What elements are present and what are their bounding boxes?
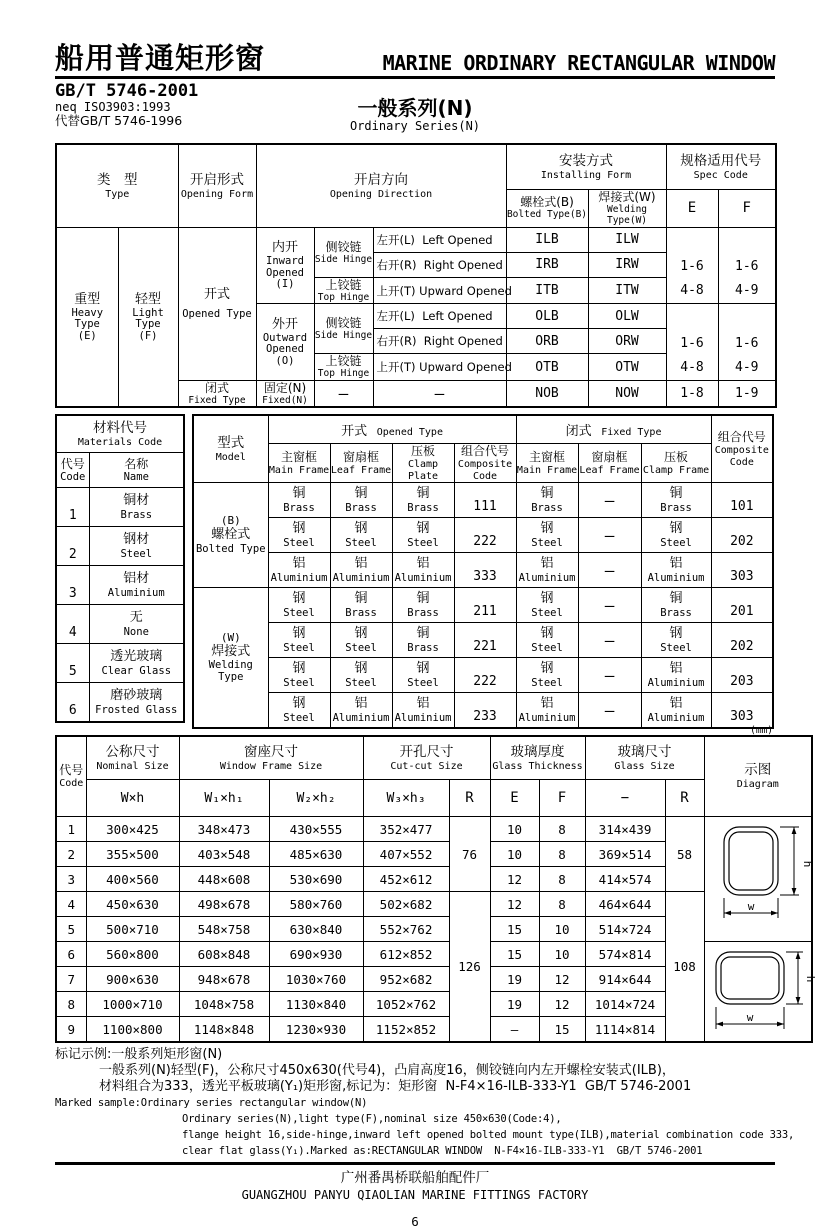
cell-material-code: 2 — [56, 527, 89, 566]
cell-code-ilw: ILW — [588, 227, 666, 252]
cell-material-name: 钢材 Steel — [89, 527, 184, 566]
col-header-welding: 焊接式(W) Welding Type(W) — [588, 190, 666, 228]
col-header-main-frame: 主窗框 Main Frame — [268, 444, 330, 483]
cell-upward-opened: 上开(T) Upward Opened — [373, 354, 506, 380]
col-header-opening-direction: 开启方向 Opening Direction — [256, 144, 506, 227]
cell-spec-outward-f: 1-6 4-9 — [718, 304, 776, 380]
cell-dash: — — [578, 658, 641, 693]
page-number: 6 — [411, 1213, 419, 1229]
cell-material: 钢 Steel — [268, 658, 330, 693]
cell-side-hinge: 侧铰链 Side Hinge — [314, 304, 373, 354]
dimension-label-h: h — [800, 860, 814, 868]
cell-material-code: 1 — [56, 488, 89, 527]
cell-code-orw: ORW — [588, 329, 666, 354]
cell-w2h2: 430×555 — [269, 817, 363, 842]
cell-thickness-e: 10 — [490, 842, 539, 867]
col-header-bolted: 螺栓式(B) Bolted Type(B) — [506, 190, 588, 228]
type-opening-table — [55, 143, 777, 408]
cell-inward-opened: 内开 Inward Opened (I) — [256, 227, 314, 303]
col-header-r: R — [665, 780, 704, 817]
cell-code-irw: IRW — [588, 252, 666, 277]
cell-code: 9 — [56, 1017, 86, 1043]
cell-dash: — — [578, 553, 641, 588]
cell-dash: — — [578, 623, 641, 658]
cell-composite-code: 101 — [711, 483, 773, 518]
cell-thickness-e: — — [490, 1017, 539, 1043]
cell-material: 铝 Aluminium — [516, 693, 578, 729]
page-title-zh: 船用普通矩形窗 — [55, 41, 266, 75]
cell-w1h1: 608×848 — [179, 942, 269, 967]
cell-glass-r: 58 — [665, 817, 704, 892]
cell-w3h3: 552×762 — [363, 917, 449, 942]
cell-thickness-f: 12 — [539, 967, 585, 992]
cell-code-now: NOW — [588, 380, 666, 407]
cell-code-otw: OTW — [588, 354, 666, 380]
cell-code-orb: ORB — [506, 329, 588, 354]
cell-code: 2 — [56, 842, 86, 867]
cell-code: 4 — [56, 892, 86, 917]
cell-dash: — — [314, 380, 373, 407]
cell-material-name: 透光玻璃 Clear Glass — [89, 644, 184, 683]
col-header-w1h1: W₁×h₁ — [179, 780, 269, 817]
cell-material-code: 5 — [56, 644, 89, 683]
col-header-type: 类 型 Type — [56, 144, 178, 227]
col-header-clamp-plate: 压板 Clamp Plate — [392, 444, 454, 483]
cell-nominal: 400×560 — [86, 867, 179, 892]
dimensions-table — [55, 735, 817, 1043]
cell-code: 5 — [56, 917, 86, 942]
col-header-nominal-size: 公称尺寸 Nominal Size — [86, 736, 179, 780]
marking-example-notes — [55, 1047, 795, 1159]
cell-material-name: 磨砂玻璃 Frosted Glass — [89, 683, 184, 723]
cell-glass-size: 414×574 — [585, 867, 665, 892]
cell-material-code: 6 — [56, 683, 89, 723]
cell-w1h1: 498×678 — [179, 892, 269, 917]
cell-w2h2: 580×760 — [269, 892, 363, 917]
cell-glass-size: 314×439 — [585, 817, 665, 842]
cell-thickness-e: 12 — [490, 867, 539, 892]
col-header-installing-form: 安装方式 Installing Form — [506, 144, 666, 190]
cell-material: 铝 Aluminium — [516, 553, 578, 588]
cell-w1h1: 1048×758 — [179, 992, 269, 1017]
cell-light-type: 轻型 Light Type (F) — [118, 227, 178, 407]
cell-spec-inward-e: 1-6 4-8 — [666, 227, 718, 303]
cell-material: 铝 Aluminium — [268, 553, 330, 588]
cell-material: 铝 Aluminium — [641, 553, 711, 588]
col-header-name: 名称 Name — [89, 453, 184, 488]
cell-composite-code: 233 — [454, 693, 516, 729]
cell-code-itb: ITB — [506, 277, 588, 303]
cell-material: 铝 Aluminium — [392, 553, 454, 588]
cell-thickness-f: 8 — [539, 817, 585, 842]
standard-block — [55, 79, 775, 140]
cell-composite-code: 222 — [454, 658, 516, 693]
cell-dash: — — [373, 380, 506, 407]
page-footer — [55, 1162, 775, 1229]
dimension-label-w: w — [747, 900, 755, 914]
cell-material: 钢 Steel — [392, 518, 454, 553]
unit-label: (mm) — [750, 725, 773, 737]
cell-material: 铜 Brass — [268, 483, 330, 518]
cell-welding-group: (W) 焊接式 Welding Type — [193, 588, 268, 729]
cell-code-irb: IRB — [506, 252, 588, 277]
cell-w1h1: 348×473 — [179, 817, 269, 842]
cell-spec-fixed-f: 1-9 — [718, 380, 776, 407]
col-header-glass-size: 玻璃尺寸 Glass Size — [585, 736, 704, 780]
cell-composite-code: 202 — [711, 623, 773, 658]
cell-material: 铜 Brass — [392, 588, 454, 623]
cell-material-name: 无 None — [89, 605, 184, 644]
cell-material: 铝 Aluminium — [641, 693, 711, 729]
cell-material: 钢 Steel — [268, 518, 330, 553]
cell-right-opened: 右开(R) Right Opened — [373, 252, 506, 277]
col-header-w3h3: W₃×h₃ — [363, 780, 449, 817]
page-title-en: MARINE ORDINARY RECTANGULAR WINDOW — [382, 51, 775, 75]
cell-left-opened: 左开(L) Left Opened — [373, 227, 506, 252]
cell-code-nob: NOB — [506, 380, 588, 407]
col-header-clamp-frame: 压板 Clamp Frame — [641, 444, 711, 483]
cell-code: 6 — [56, 942, 86, 967]
cell-code-otb: OTB — [506, 354, 588, 380]
cell-opened-type: 开式 Opened Type — [178, 227, 256, 380]
cell-w3h3: 502×682 — [363, 892, 449, 917]
cell-composite-code: 211 — [454, 588, 516, 623]
cell-material: 钢 Steel — [392, 658, 454, 693]
cell-material: 铜 Brass — [392, 623, 454, 658]
cell-w3h3: 952×682 — [363, 967, 449, 992]
note-line: flange height 16,side-hinge,inward left opened bolted mount type(ILB),material combination code 333, — [182, 1129, 795, 1142]
cell-code: 7 — [56, 967, 86, 992]
cell-spec-inward-f: 1-6 4-9 — [718, 227, 776, 303]
cell-composite-code: 221 — [454, 623, 516, 658]
col-header-window-frame-size: 窗座尺寸 Window Frame Size — [179, 736, 363, 780]
factory-name-en: GUANGZHOU PANYU QIAOLIAN MARINE FITTINGS FACTORY — [241, 1188, 589, 1203]
cell-w2h2: 1230×930 — [269, 1017, 363, 1043]
cell-thickness-f: 8 — [539, 842, 585, 867]
cell-glass-size: 914×644 — [585, 967, 665, 992]
cell-material: 钢 Steel — [330, 658, 392, 693]
cell-material-code: 3 — [56, 566, 89, 605]
cell-material: 铜 Brass — [516, 483, 578, 518]
cell-spec-fixed-e: 1-8 — [666, 380, 718, 407]
cell-nominal: 355×500 — [86, 842, 179, 867]
cell-composite-code: 201 — [711, 588, 773, 623]
cell-cut-r: 76 — [449, 817, 490, 892]
col-header-code: 代号 Code — [56, 453, 89, 488]
col-header-wh: W×h — [86, 780, 179, 817]
cell-cut-r: 126 — [449, 892, 490, 1043]
col-header-f: F — [718, 190, 776, 228]
cell-bolted-group: (B) 螺栓式 Bolted Type — [193, 483, 268, 588]
series-title-zh: 一般系列(N) — [357, 96, 473, 120]
window-diagram-portrait — [704, 817, 812, 942]
col-header-e: E — [490, 780, 539, 817]
cell-glass-size: 574×814 — [585, 942, 665, 967]
cell-code-olw: OLW — [588, 304, 666, 329]
cell-nominal: 450×630 — [86, 892, 179, 917]
cell-composite-code: 222 — [454, 518, 516, 553]
factory-name-zh: 广州番禺桥联船舶配件厂 — [340, 1170, 490, 1187]
cell-w2h2: 530×690 — [269, 867, 363, 892]
cell-glass-size: 369×514 — [585, 842, 665, 867]
note-line: clear flat glass(Y₁).Marked as:RECTANGULAR WINDOW N-F4×16-ILB-333-Y1 GB/T 5746-2001 — [182, 1145, 703, 1158]
cell-material: 钢 Steel — [268, 693, 330, 729]
note-line: Ordinary series(N),light type(F),nominal size 450×630(Code:4), — [182, 1113, 562, 1126]
cell-nominal: 900×630 — [86, 967, 179, 992]
cell-left-opened: 左开(L) Left Opened — [373, 304, 506, 329]
col-header-opening-form: 开启形式 Opening Form — [178, 144, 256, 227]
materials-code-table — [55, 414, 185, 723]
cell-material: 铜 Brass — [330, 483, 392, 518]
cell-dash: — — [578, 588, 641, 623]
cell-material: 钢 Steel — [516, 588, 578, 623]
cell-w3h3: 352×477 — [363, 817, 449, 842]
cell-w1h1: 403×548 — [179, 842, 269, 867]
cell-dash: — — [578, 518, 641, 553]
cell-material: 钢 Steel — [268, 588, 330, 623]
series-title-en: Ordinary Series(N) — [349, 119, 481, 133]
cell-material: 铝 Aluminium — [392, 693, 454, 729]
cell-fixed-type: 闭式 Fixed Type — [178, 380, 256, 407]
cell-w2h2: 630×840 — [269, 917, 363, 942]
series-heading — [55, 97, 775, 133]
note-line: 标记示例:一般系列矩形窗(N) — [55, 1047, 223, 1063]
cell-thickness-e: 19 — [490, 992, 539, 1017]
window-diagram-portrait-svg — [708, 821, 814, 937]
cell-dash: — — [578, 483, 641, 518]
cell-material: 铝 Aluminium — [330, 553, 392, 588]
col-header-f: F — [539, 780, 585, 817]
window-diagram-landscape — [704, 942, 817, 1043]
cell-material: 钢 Steel — [641, 518, 711, 553]
standard-replaces: 代替GB/T 5746-1996 — [55, 113, 183, 129]
col-header-code: 代号 Code — [56, 736, 86, 817]
cell-code: 3 — [56, 867, 86, 892]
cell-material: 钢 Steel — [330, 623, 392, 658]
title-bar — [55, 41, 775, 79]
col-header-r: R — [449, 780, 490, 817]
col-header-main-frame: 主窗框 Main Frame — [516, 444, 578, 483]
cell-w1h1: 1148×848 — [179, 1017, 269, 1043]
cell-thickness-e: 15 — [490, 917, 539, 942]
col-header-composite-code: 组合代号 Composite Code — [711, 415, 773, 483]
cell-nominal: 1100×800 — [86, 1017, 179, 1043]
cell-thickness-f: 8 — [539, 892, 585, 917]
cell-fixed-n: 固定(N) Fixed(N) — [256, 380, 314, 407]
note-line: Marked sample:Ordinary series rectangular window(N) — [55, 1097, 368, 1110]
cell-material: 钢 Steel — [268, 623, 330, 658]
cell-side-hinge: 侧铰链 Side Hinge — [314, 227, 373, 277]
cell-thickness-f: 15 — [539, 1017, 585, 1043]
cell-w3h3: 612×852 — [363, 942, 449, 967]
cell-glass-size: 514×724 — [585, 917, 665, 942]
cell-nominal: 500×710 — [86, 917, 179, 942]
cell-thickness-e: 10 — [490, 817, 539, 842]
cell-material: 铜 Brass — [330, 588, 392, 623]
dimension-label-w: w — [746, 1010, 754, 1024]
cell-w2h2: 690×930 — [269, 942, 363, 967]
standard-neq: neq ISO3903:1993 — [55, 99, 171, 114]
cell-right-opened: 右开(R) Right Opened — [373, 329, 506, 354]
cell-composite-code: 303 — [711, 693, 773, 729]
cell-glass-r: 108 — [665, 892, 704, 1043]
col-header-w2h2: W₂×h₂ — [269, 780, 363, 817]
cell-thickness-e: 19 — [490, 967, 539, 992]
cell-code-itw: ITW — [588, 277, 666, 303]
cell-w1h1: 948×678 — [179, 967, 269, 992]
cell-w2h2: 1030×760 — [269, 967, 363, 992]
col-header-opened-type: 开式 Opened Type — [268, 415, 516, 444]
cell-material: 钢 Steel — [641, 623, 711, 658]
cell-material-name: 铝材 Aluminium — [89, 566, 184, 605]
cell-spec-outward-e: 1-6 4-8 — [666, 304, 718, 380]
cell-top-hinge: 上铰链 Top Hinge — [314, 354, 373, 380]
cell-nominal: 300×425 — [86, 817, 179, 842]
cell-dash: — — [578, 693, 641, 729]
cell-w3h3: 1052×762 — [363, 992, 449, 1017]
cell-material: 钢 Steel — [516, 518, 578, 553]
cell-w3h3: 407×552 — [363, 842, 449, 867]
cell-glass-size: 1014×724 — [585, 992, 665, 1017]
cell-heavy-type: 重型 Heavy Type (E) — [56, 227, 118, 407]
col-header-composite-code: 组合代号 Composite Code — [454, 444, 516, 483]
cell-w3h3: 1152×852 — [363, 1017, 449, 1043]
cell-composite-code: 202 — [711, 518, 773, 553]
materials-section — [55, 414, 775, 729]
cell-code: 1 — [56, 817, 86, 842]
cell-thickness-f: 10 — [539, 942, 585, 967]
cell-w2h2: 485×630 — [269, 842, 363, 867]
standard-number: GB/T 5746-2001 — [55, 81, 199, 101]
col-header-spec-code: 规格适用代号 Spec Code — [666, 144, 776, 190]
col-header-fixed-type: 闭式 Fixed Type — [516, 415, 711, 444]
cell-material: 铜 Brass — [392, 483, 454, 518]
col-header-e: E — [666, 190, 718, 228]
note-line: 一般系列(N)轻型(F)，公称尺寸450x630(代号4)，凸肩高度16，侧铰链向内左开螺栓安装式(ILB)， — [99, 1063, 675, 1079]
cell-composite-code: 203 — [711, 658, 773, 693]
col-header-glass-thickness: 玻璃厚度 Glass Thickness — [490, 736, 585, 780]
cell-material-code: 4 — [56, 605, 89, 644]
cell-thickness-f: 8 — [539, 867, 585, 892]
cell-nominal: 1000×710 — [86, 992, 179, 1017]
cell-material: 钢 Steel — [516, 658, 578, 693]
cell-code-ilb: ILB — [506, 227, 588, 252]
cell-material: 铜 Brass — [641, 588, 711, 623]
cell-thickness-f: 10 — [539, 917, 585, 942]
cell-thickness-e: 15 — [490, 942, 539, 967]
cell-w1h1: 448×608 — [179, 867, 269, 892]
cell-material: 铝 Aluminium — [641, 658, 711, 693]
cell-nominal: 560×800 — [86, 942, 179, 967]
col-header-cutout-size: 开孔尺寸 Cut-cut Size — [363, 736, 490, 780]
cell-composite-code: 303 — [711, 553, 773, 588]
cell-glass-size: 464×644 — [585, 892, 665, 917]
cell-glass-size: 1114×814 — [585, 1017, 665, 1043]
col-header-leaf-frame: 窗扇框 Leaf Frame — [578, 444, 641, 483]
cell-material: 铜 Brass — [641, 483, 711, 518]
cell-composite-code: 111 — [454, 483, 516, 518]
cell-top-hinge: 上铰链 Top Hinge — [314, 277, 373, 303]
model-combination-table — [192, 414, 774, 729]
cell-composite-code: 333 — [454, 553, 516, 588]
cell-upward-opened: 上开(T) Upward Opened — [373, 277, 506, 303]
cell-material: 钢 Steel — [516, 623, 578, 658]
cell-thickness-f: 12 — [539, 992, 585, 1017]
cell-thickness-e: 12 — [490, 892, 539, 917]
materials-table-title: 材料代号 Materials Code — [56, 415, 184, 453]
cell-outward-opened: 外开 Outward Opened (O) — [256, 304, 314, 380]
col-header-diagram: 示图 Diagram — [704, 736, 812, 817]
cell-material: 铝 Aluminium — [330, 693, 392, 729]
cell-w2h2: 1130×840 — [269, 992, 363, 1017]
cell-w1h1: 548×758 — [179, 917, 269, 942]
page — [55, 0, 817, 1229]
window-diagram-landscape-svg — [708, 946, 817, 1038]
col-header-leaf-frame: 窗扇框 Leaf Frame — [330, 444, 392, 483]
cell-code-olb: OLB — [506, 304, 588, 329]
cell-material: 钢 Steel — [330, 518, 392, 553]
cell-material-name: 铜材 Brass — [89, 488, 184, 527]
cell-w3h3: 452×612 — [363, 867, 449, 892]
col-header-dash: − — [585, 780, 665, 817]
note-line: 材料组合为333，透光平板玻璃(Y₁)矩形窗,标记为：矩形窗 N-F4×16-ILB-333-Y1 GB/T 5746-2001 — [99, 1079, 692, 1095]
dimensions-section — [55, 725, 817, 1043]
col-header-model: 型式 Model — [193, 415, 268, 483]
dimension-label-h: h — [803, 975, 817, 982]
cell-code: 8 — [56, 992, 86, 1017]
